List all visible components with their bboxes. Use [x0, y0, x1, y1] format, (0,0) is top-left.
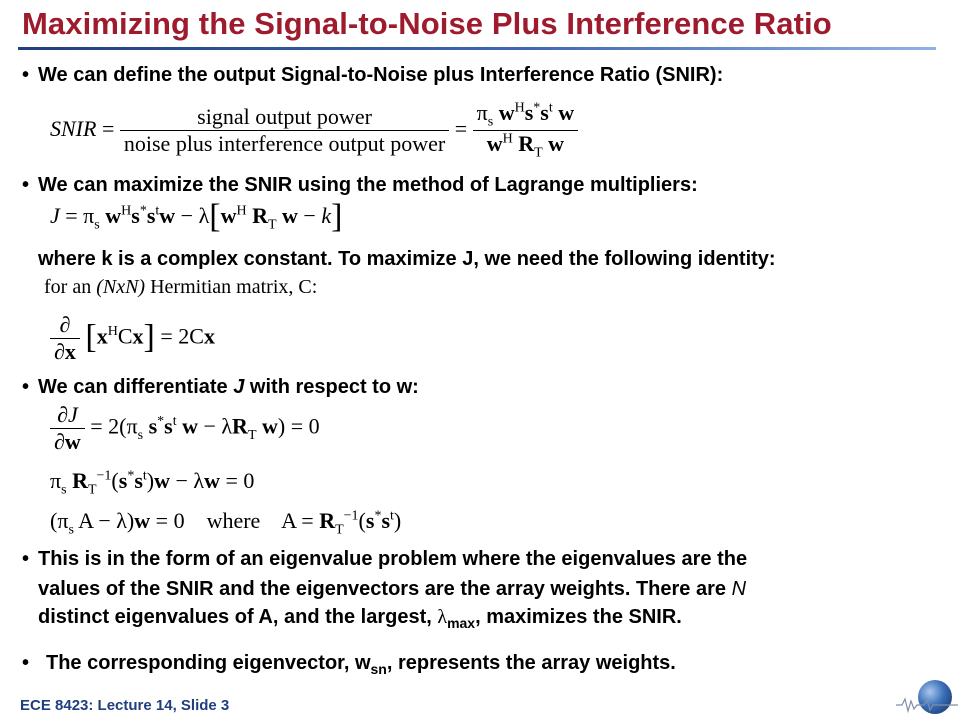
bullet-eigen-line3: distinct eigenvalues of A, and the largest, $\lambda_{max}$, maximizes the SNIR.	[38, 606, 682, 631]
slide-title: Maximizing the Signal-to-Noise Plus Interference Ratio	[22, 6, 832, 41]
eq-snir-numerator: signal output power	[120, 104, 449, 131]
bullet-snir-definition: We can define the output Signal-to-Noise plus Interference Ratio (SNIR):	[38, 64, 724, 86]
bullet-dot: •	[22, 376, 30, 398]
bullet-eigenvector: The corresponding eigenvector, $w_{sn}$, represents the array weights.	[46, 652, 676, 677]
text-hermitian: for an (NxN) Hermitian matrix, C:	[44, 276, 318, 298]
signal-wave-icon	[896, 696, 958, 714]
bullet-differentiate: We can differentiate J with respect to w:	[38, 376, 419, 398]
title-rule	[18, 47, 936, 50]
bullet-lagrange: We can maximize the SNIR using the method of Lagrange multipliers:	[38, 174, 698, 196]
bullet-dot: •	[22, 64, 30, 86]
bullet-dot: •	[22, 652, 30, 674]
bullet-dot: •	[22, 548, 30, 570]
eq-derivative-2: $\pi_s$ $R_T^{-1}(s^*s^t)w - \lambda w = 0$	[50, 468, 255, 498]
eq-snir-denominator: noise plus interference output power	[123, 131, 446, 157]
eq-derivative-3: ($\pi_s$ A − λ)w = 0 where $A = R_T^{-1}(s^*s^t)$	[50, 508, 402, 538]
bullet-dot: •	[22, 174, 30, 196]
eq-snir: SNIR = $\frac{\text{signal output power}}{\text{noise plus interference output power}}$ = $\frac{\pi_s w^Hs^*s^t w}{w^H R_T w}$	[50, 100, 578, 162]
bullet-eigen-line2: values of the SNIR and the eigenvectors are the array weights. There are N	[38, 578, 747, 600]
bullet-eigen-line1: This is in the form of an eigenvalue problem where the eigenvalues are the	[38, 548, 748, 570]
eq-lagrange: $J = \pi_s$ $w^Hs^*s^tw - \lambda[w^H$ $R_T$ w − k]	[50, 198, 343, 235]
eq-identity: $\frac{\partial}{\partial x}$ $[x^HCx] = 2Cx$	[50, 312, 215, 365]
slide-footer: ECE 8423: Lecture 14, Slide 3	[20, 697, 230, 714]
text-identity-intro: where k is a complex constant. To maximize J, we need the following identity:	[38, 248, 776, 270]
eq-derivative-1: $\frac{\partial J}{\partial w}$ = $2(\pi_s$ $s^*s^t$ $w - \lambda R_T$ w) = 0	[50, 402, 320, 455]
